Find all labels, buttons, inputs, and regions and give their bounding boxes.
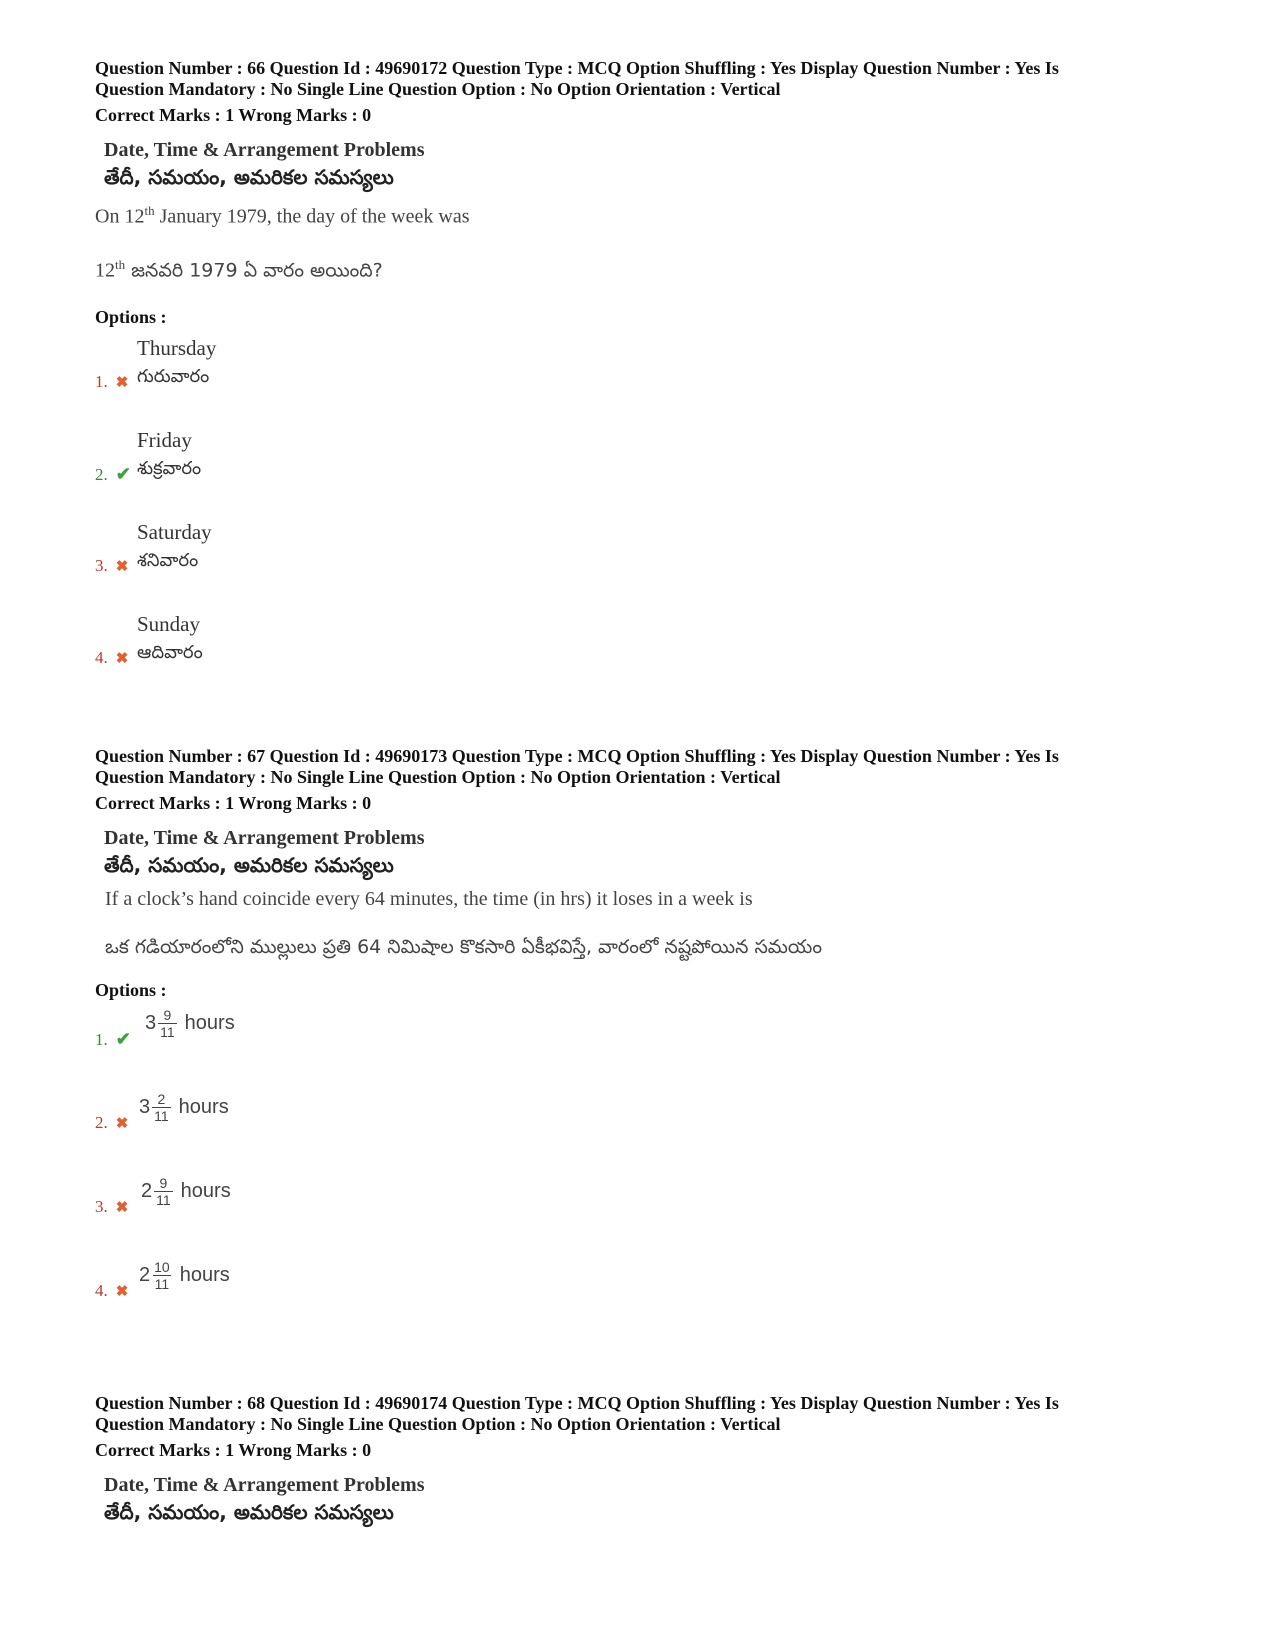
option-number: 3. ✖ (95, 556, 129, 576)
option-text-te: శనివారం (137, 550, 199, 572)
question-text-en: If a clock’s hand coincide every 64 minutes, the time (in hrs) it loses in a week is (105, 888, 753, 910)
section-title-te: తేదీ, సమయం, అమరికల సమస్యలు (104, 853, 394, 877)
option-2[interactable] (95, 1091, 1205, 1175)
option-text-en: Saturday (137, 520, 212, 545)
option-text-en: Sunday (137, 612, 200, 637)
question-text-en: On 12th January 1979, the day of the week was (95, 203, 470, 228)
section-title-te: తేదీ, సమయం, అమరికల సమస్యలు (104, 165, 394, 189)
option-4[interactable] (95, 612, 1205, 704)
option-value: 2 $\frac{10}{11}$ hours (139, 1259, 230, 1292)
question-text-te: ఒక గడియారంలోని ముల్లులు ప్రతి 64 నిమిషాల కొకసారి ఏకీభవిస్తే, వారంలో నష్టపోయిన సమయం (105, 936, 822, 958)
option-value: 3 $\frac{9}{11}$ hours (145, 1007, 235, 1040)
question-meta-line1: Question Number : 67 Question Id : 49690173 Question Type : MCQ Option Shuffling : Yes Display Question Number : Yes Is (95, 746, 1059, 766)
section-title-te: తేదీ, సమయం, అమరికల సమస్యలు (104, 1500, 394, 1524)
option-number: 1. ✖ (95, 372, 129, 392)
option-value: 3 $\frac{2}{11}$ hours (139, 1091, 229, 1124)
question-meta-line1: Question Number : 68 Question Id : 49690174 Question Type : MCQ Option Shuffling : Yes Display Question Number : Yes Is (95, 1393, 1059, 1413)
section-title-en: Date, Time & Arrangement Problems (104, 827, 425, 849)
options-list (95, 336, 1205, 704)
option-3[interactable] (95, 1175, 1205, 1259)
option-4[interactable] (95, 1259, 1205, 1343)
question-marks: Correct Marks : 1 Wrong Marks : 0 (95, 1440, 372, 1460)
check-icon: ✔ (115, 464, 131, 485)
wrong-icon: ✖ (115, 559, 129, 576)
option-text-en: Thursday (137, 336, 217, 361)
options-list (95, 1007, 1205, 1343)
option-number: 4. ✖ (95, 1281, 129, 1300)
option-text-te: గురువారం (137, 366, 210, 388)
option-number: 1. ✔ (95, 1029, 131, 1049)
option-text-te: ఆదివారం (137, 642, 203, 664)
option-text-te: శుక్రవారం (137, 458, 202, 480)
option-value: 2 $\frac{9}{11}$ hours (141, 1175, 231, 1208)
option-1[interactable] (95, 1007, 1205, 1091)
option-number: 2. ✔ (95, 464, 131, 485)
option-1[interactable] (95, 336, 1205, 428)
option-number: 4. ✖ (95, 648, 129, 668)
question-68 (95, 1393, 1205, 1525)
wrong-icon: ✖ (115, 1284, 129, 1300)
question-meta-line1: Question Number : 66 Question Id : 49690172 Question Type : MCQ Option Shuffling : Yes Display Question Number : Yes Is (95, 58, 1059, 78)
option-3[interactable] (95, 520, 1205, 612)
question-marks: Correct Marks : 1 Wrong Marks : 0 (95, 105, 372, 125)
section-title-en: Date, Time & Arrangement Problems (104, 139, 425, 161)
section-title-en: Date, Time & Arrangement Problems (104, 1474, 425, 1496)
question-marks: Correct Marks : 1 Wrong Marks : 0 (95, 793, 372, 813)
wrong-icon: ✖ (115, 1200, 129, 1216)
question-66 (95, 58, 1205, 704)
option-2[interactable] (95, 428, 1205, 520)
option-number: 2. ✖ (95, 1113, 129, 1132)
wrong-icon: ✖ (115, 1116, 129, 1132)
question-meta-line2: Question Mandatory : No Single Line Question Option : No Option Orientation : Vertical (95, 79, 781, 99)
wrong-icon: ✖ (115, 375, 129, 392)
option-number: 3. ✖ (95, 1197, 129, 1216)
question-text-te: 12th జనవరి 1979 ఏ వారం అయింది? (95, 256, 383, 282)
question-meta-line2: Question Mandatory : No Single Line Question Option : No Option Orientation : Vertical (95, 767, 781, 787)
options-label: Options : (95, 307, 167, 328)
question-67 (95, 746, 1205, 1343)
question-meta-line2: Question Mandatory : No Single Line Question Option : No Option Orientation : Vertical (95, 1414, 781, 1434)
options-label: Options : (95, 980, 167, 1000)
check-icon: ✔ (115, 1029, 131, 1049)
option-text-en: Friday (137, 428, 192, 453)
wrong-icon: ✖ (115, 651, 129, 668)
